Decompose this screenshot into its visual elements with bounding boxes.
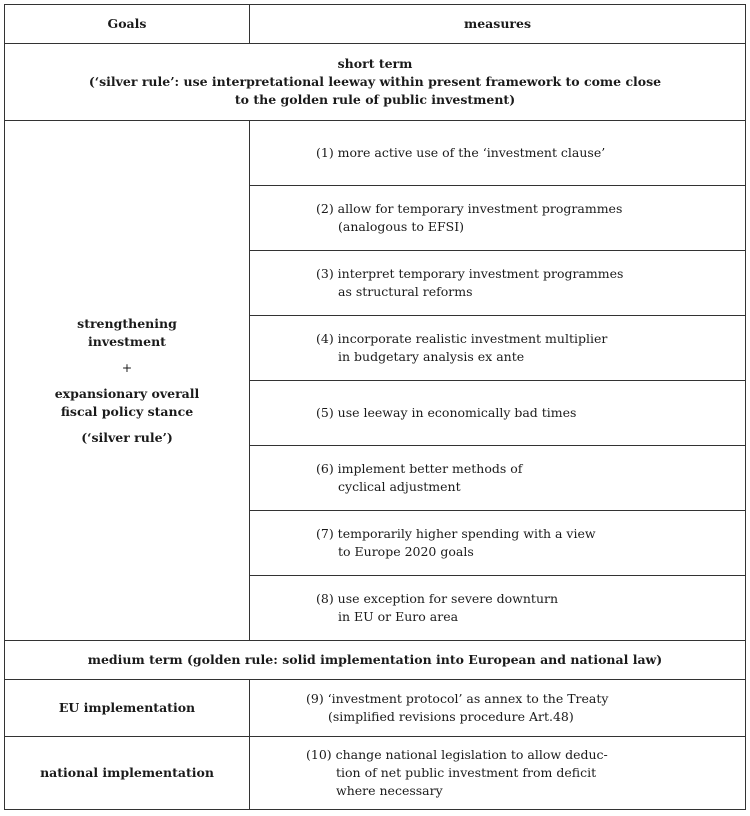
short-term-goal-cell <box>5 121 250 641</box>
short-term-title: short term <box>337 56 413 71</box>
goal-line: strengthening <box>77 315 177 331</box>
measure-cell-3 <box>250 251 746 316</box>
measure-cell-8 <box>250 576 746 641</box>
measure-text: (1) more active use of the ‘investment clause’ <box>316 145 606 160</box>
goal-line: fiscal policy stance <box>60 403 194 419</box>
goal-plus: + <box>121 359 133 375</box>
measure-text-cont: where necessary <box>336 783 443 798</box>
short-term-section <box>5 44 746 121</box>
short-term-section-row <box>5 44 746 121</box>
measure-text: (5) use leeway in economically bad times <box>316 405 577 420</box>
measure-cell-1 <box>250 121 746 186</box>
measure-text-cont: in budgetary analysis ex ante <box>338 349 525 364</box>
measure-text: (4) incorporate realistic investment multiplier <box>316 331 608 346</box>
measure-text: (8) use exception for severe downturn <box>316 591 559 606</box>
table-row <box>5 680 746 737</box>
medium-term-section-row <box>5 641 746 680</box>
measure-text-cont: cyclical adjustment <box>338 479 461 494</box>
measure-cell-7 <box>250 511 746 576</box>
measure-text: (10) change national legislation to allow deduc- <box>306 747 608 762</box>
header-row <box>5 5 746 44</box>
short-term-desc-line1: (‘silver rule’: use interpretational leeway within present framework to come close <box>88 74 662 89</box>
measure-text-cont: in EU or Euro area <box>338 609 459 624</box>
medium-term-section: medium term (golden rule: solid implementation into European and national law) <box>5 641 746 680</box>
goal-line: expansionary overall <box>54 385 200 401</box>
measure-cell-4 <box>250 316 746 381</box>
header-goals: Goals <box>5 5 250 44</box>
measure-text-cont: as structural reforms <box>338 284 473 299</box>
measure-cell-9 <box>250 680 746 737</box>
goal-line: investment <box>88 333 166 349</box>
measure-text: (2) allow for temporary investment programmes <box>316 201 623 216</box>
measure-text: (9) ‘investment protocol’ as annex to the Treaty <box>306 691 609 706</box>
measure-text-cont: (analogous to EFSI) <box>338 219 465 234</box>
short-term-desc-line2: to the golden rule of public investment) <box>234 92 516 107</box>
goal-line: (‘silver rule’) <box>81 429 173 445</box>
measure-cell-10 <box>250 737 746 810</box>
measure-cell-5 <box>250 381 746 446</box>
measure-text-cont: (simplified revisions procedure Art.48) <box>328 709 574 724</box>
measure-text-cont: to Europe 2020 goals <box>338 544 474 559</box>
eu-implementation-goal: EU implementation <box>5 680 250 737</box>
table-row <box>5 737 746 810</box>
national-implementation-goal: national implementation <box>5 737 250 810</box>
header-measures: measures <box>250 5 746 44</box>
measure-cell-2 <box>250 186 746 251</box>
measure-text-cont: tion of net public investment from deficit <box>336 765 597 780</box>
measure-text: (3) interpret temporary investment programmes <box>316 266 624 281</box>
table-row <box>5 121 746 186</box>
measure-text: (6) implement better methods of <box>316 461 523 476</box>
measure-cell-6 <box>250 446 746 511</box>
measure-text: (7) temporarily higher spending with a view <box>316 526 596 541</box>
measures-table <box>4 4 746 810</box>
